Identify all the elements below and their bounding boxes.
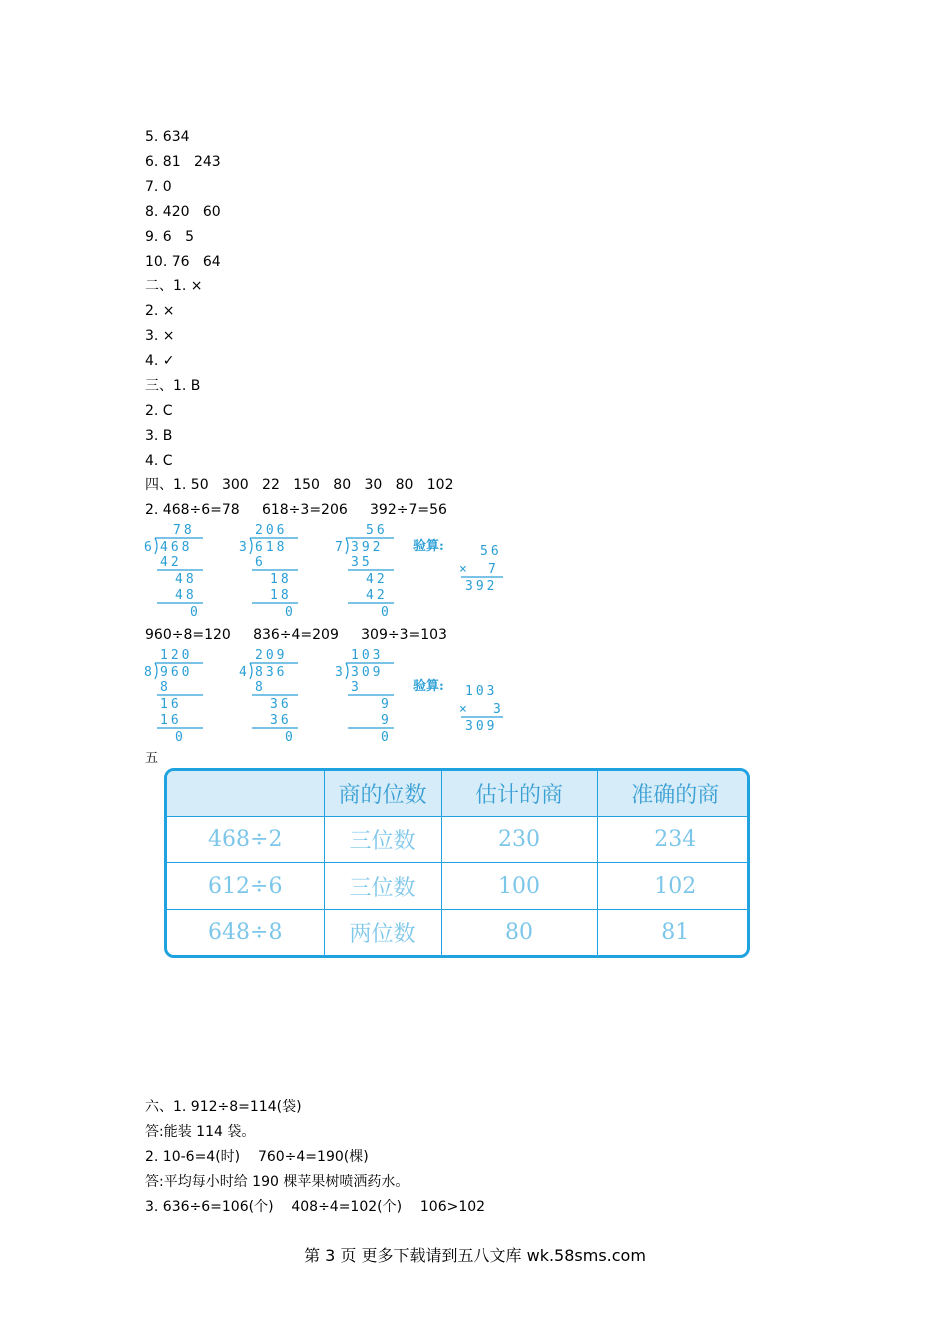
section6-line-1: 六、1. 912÷8=114(袋) — [145, 1099, 302, 1115]
page-footer: 第 3 页 更多下载请到五八文库 wk.58sms.com — [304, 1246, 646, 1265]
long-division-row-1-svg — [143, 520, 523, 620]
answer-line-9: 9. 6 5 — [145, 229, 194, 245]
step: 16 — [160, 713, 182, 728]
check-result: 309 — [465, 719, 498, 734]
table-cell: 81 — [597, 909, 750, 955]
division-bracket — [250, 663, 252, 679]
quotient: 120 — [160, 648, 193, 663]
division-bracket — [346, 663, 348, 679]
step: 18 — [270, 588, 292, 603]
long-division-5 — [239, 648, 298, 745]
answer-line-10: 10. 76 64 — [145, 254, 221, 270]
quotient: 56 — [366, 523, 388, 538]
table-cell: 102 — [597, 863, 750, 909]
step: 0 — [381, 605, 392, 620]
divisor: 6 — [144, 540, 155, 555]
table-row — [167, 909, 750, 955]
verification-label: 验算: — [413, 679, 444, 694]
step: 8 — [160, 680, 171, 695]
section6-line-4: 答:平均每小时给 190 棵苹果树喷洒药水。 — [145, 1174, 410, 1190]
answer-table-grid — [167, 771, 750, 955]
division-bracket — [346, 538, 348, 554]
verification-2 — [413, 678, 504, 734]
step: 48 — [175, 572, 197, 587]
dividend: 392 — [351, 540, 384, 555]
table-cell: 三位数 — [324, 863, 441, 909]
table-cell: 612÷6 — [167, 863, 324, 909]
quotient: 78 — [173, 523, 195, 538]
table-cell: 100 — [441, 863, 597, 909]
table-cell: 80 — [441, 909, 597, 955]
step: 6 — [255, 555, 266, 570]
divisor: 3 — [335, 665, 346, 680]
long-division-6 — [335, 648, 394, 745]
answer-line-7: 7. 0 — [145, 179, 172, 195]
table-cell: 234 — [597, 817, 750, 863]
divisor: 4 — [239, 665, 250, 680]
dividend: 960 — [160, 665, 193, 680]
section4-line-1: 四、1. 50 300 22 150 80 30 80 102 — [145, 477, 454, 493]
answer-line-8: 8. 420 60 — [145, 204, 221, 220]
section3-line-1: 三、1. B — [145, 378, 201, 394]
dividend: 836 — [255, 665, 288, 680]
long-division-4 — [144, 648, 203, 745]
divisor: 3 — [239, 540, 250, 555]
dividend: 468 — [160, 540, 193, 555]
step: 42 — [366, 572, 388, 587]
division-bracket — [155, 663, 157, 679]
answer-line-5: 5. 634 — [145, 129, 190, 145]
long-division-3 — [335, 523, 394, 620]
step: 48 — [175, 588, 197, 603]
section3-line-2: 2. C — [145, 403, 173, 419]
times-icon: × — [459, 702, 470, 717]
section3-line-3: 3. B — [145, 428, 173, 444]
times-icon: × — [459, 562, 470, 577]
step: 36 — [270, 713, 292, 728]
section5-label: 五 — [145, 751, 159, 766]
step: 0 — [285, 605, 296, 620]
step: 8 — [255, 680, 266, 695]
step: 18 — [270, 572, 292, 587]
table-row — [167, 863, 750, 909]
step: 0 — [175, 730, 186, 745]
quotient: 103 — [351, 648, 384, 663]
table-row — [167, 817, 750, 863]
quotient: 209 — [255, 648, 288, 663]
division-bracket — [155, 538, 157, 554]
table-cell: 648÷8 — [167, 909, 324, 955]
step: 36 — [270, 697, 292, 712]
step: 0 — [381, 730, 392, 745]
answer-line-6: 6. 81 243 — [145, 154, 221, 170]
long-division-1 — [144, 523, 203, 620]
section2-line-3: 3. × — [145, 328, 175, 344]
step: 16 — [160, 697, 182, 712]
answer-table — [164, 768, 750, 958]
quotient: 206 — [255, 523, 288, 538]
section4-line-3: 960÷8=120 836÷4=209 309÷3=103 — [145, 627, 447, 643]
division-bracket — [250, 538, 252, 554]
long-division-row-1 — [143, 520, 523, 624]
section2-line-1: 二、1. × — [145, 278, 203, 294]
section4-line-2: 2. 468÷6=78 618÷3=206 392÷7=56 — [145, 502, 447, 518]
dividend: 309 — [351, 665, 384, 680]
check-top: 103 — [465, 684, 498, 699]
section3-line-4: 4. C — [145, 453, 173, 469]
step: 3 — [351, 680, 362, 695]
divisor: 8 — [144, 665, 155, 680]
step: 42 — [366, 588, 388, 603]
verification-1 — [413, 538, 503, 594]
step: 0 — [190, 605, 201, 620]
long-division-2 — [239, 523, 298, 620]
section6-line-5: 3. 636÷6=106(个) 408÷4=102(个) 106>102 — [145, 1199, 486, 1215]
table-header-cell: 估计的商 — [441, 771, 597, 817]
step: 35 — [351, 555, 373, 570]
dividend: 618 — [255, 540, 288, 555]
table-header-cell — [167, 771, 324, 817]
step: 0 — [285, 730, 296, 745]
table-cell: 468÷2 — [167, 817, 324, 863]
long-division-row-2 — [143, 645, 523, 749]
check-mult: 7 — [488, 562, 499, 577]
check-mult: 3 — [493, 702, 504, 717]
table-header-cell: 准确的商 — [597, 771, 750, 817]
section2-line-2: 2. × — [145, 303, 175, 319]
table-cell: 两位数 — [324, 909, 441, 955]
divisor: 7 — [335, 540, 346, 555]
section6-line-2: 答:能装 114 袋。 — [145, 1124, 256, 1140]
section6-line-3: 2. 10-6=4(时) 760÷4=190(棵) — [145, 1149, 369, 1165]
table-cell: 230 — [441, 817, 597, 863]
check-top: 56 — [480, 544, 502, 559]
section2-line-4: 4. ✓ — [145, 353, 175, 369]
table-header-row — [167, 771, 750, 817]
check-result: 392 — [465, 579, 498, 594]
table-cell: 三位数 — [324, 817, 441, 863]
step: 42 — [160, 555, 182, 570]
long-division-row-2-svg — [143, 645, 523, 745]
step: 9 — [381, 697, 392, 712]
table-header-cell: 商的位数 — [324, 771, 441, 817]
step: 9 — [381, 713, 392, 728]
verification-label: 验算: — [413, 539, 444, 554]
